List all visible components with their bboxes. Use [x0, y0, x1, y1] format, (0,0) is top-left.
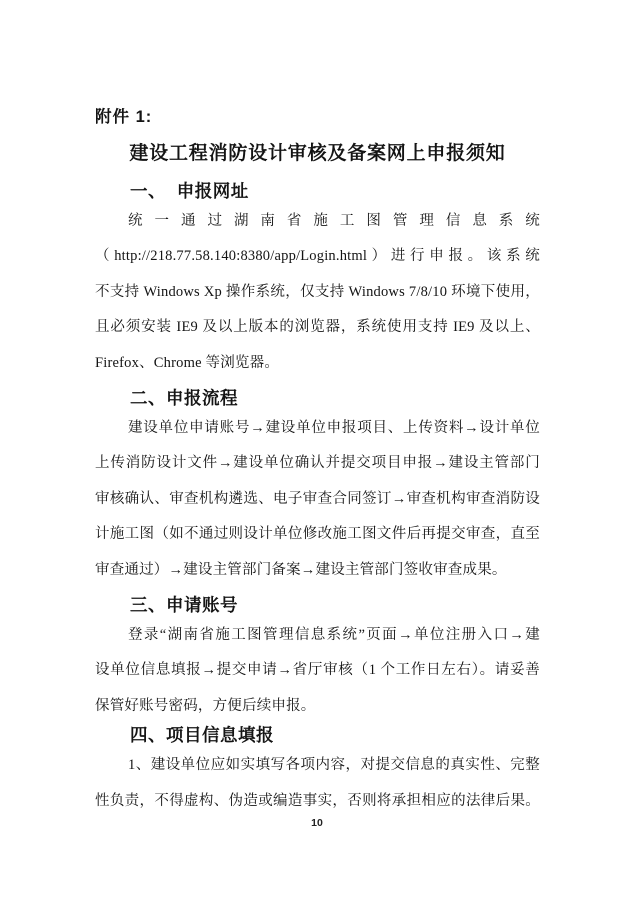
attachment-label: 附件 1:: [95, 108, 153, 126]
document-section: [95, 174, 540, 381]
section-heading: 二、申报流程: [130, 388, 238, 409]
text-line: 审查通过）→建设主管部门备案→建设主管部门签收审查成果。: [95, 561, 507, 578]
document-section: [95, 381, 540, 588]
text-line: 登录“湖南省施工图管理信息系统”页面→单位注册入口→建: [128, 627, 540, 644]
page-number: 10: [311, 817, 323, 829]
text-line: 且必须安装 IE9 及以上版本的浏览器，系统使用支持 IE9 及以上、: [95, 319, 540, 336]
paragraph: [95, 748, 540, 819]
section-heading: 三、申请账号: [130, 595, 238, 616]
text-line: 性负责，不得虚构、伪造或编造事实，否则将承担相应的法律后果。: [95, 792, 540, 809]
paragraph: [95, 411, 540, 588]
document-content: [95, 0, 540, 819]
paragraph: [95, 204, 540, 381]
page-title: 建设工程消防设计审核及备案网上申报须知: [129, 143, 506, 164]
text-line: Firefox、Chrome 等浏览器。: [95, 354, 280, 371]
text-line: 设单位信息填报→提交申请→省厅审核（1 个工作日左右）。请妥善: [95, 662, 540, 679]
sections-container: [95, 174, 540, 819]
text-line: 1、建设单位应如实填写各项内容，对提交信息的真实性、完整: [128, 757, 540, 774]
text-line: 计施工图（如不通过则设计单位修改施工图文件后再提交审查，直至: [95, 526, 540, 543]
text-line: （http://218.77.58.140:8380/app/Login.html）进行申报。该系统: [95, 248, 540, 265]
section-heading: 四、项目信息填报: [130, 725, 274, 746]
section-heading: 一、 申报网址: [130, 181, 249, 201]
document-section: [95, 718, 540, 819]
text-line: 审核确认、审查机构遴选、电子审查合同签订→审查机构审查消防设: [95, 490, 540, 507]
paragraph: [95, 618, 540, 724]
text-line: 统一通过湖南省施工图管理信息系统: [128, 213, 540, 229]
text-line: 保管好账号密码，方便后续申报。: [95, 697, 316, 714]
text-line: 建设单位申请账号→建设单位申报项目、上传资料→设计单位: [128, 420, 540, 437]
document-section: [95, 588, 540, 724]
text-line: 不支持 Windows Xp 操作系统，仅支持 Windows 7/8/10 环境下使用，: [95, 283, 540, 300]
text-line: 上传消防设计文件→建设单位确认并提交项目申报→建设主管部门: [95, 455, 540, 472]
